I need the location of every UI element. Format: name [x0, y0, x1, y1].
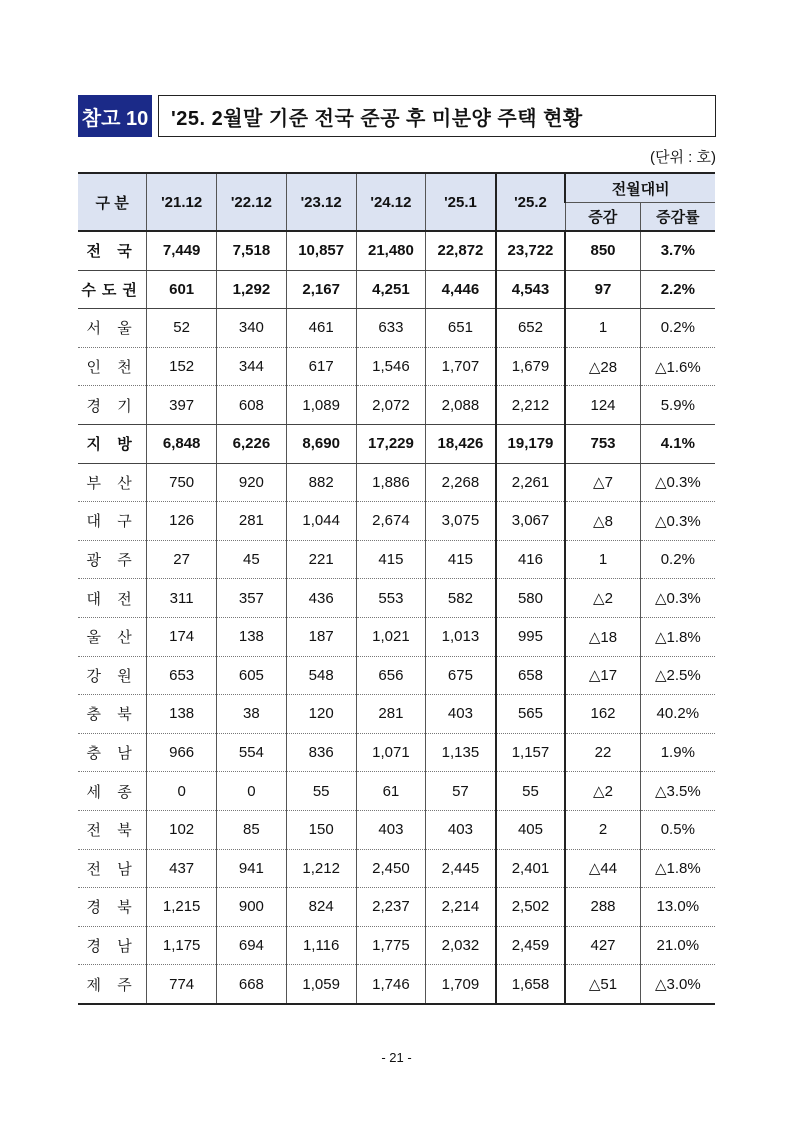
col-header-mom: 전월대비 [565, 173, 715, 203]
unsold-housing-table [78, 172, 715, 1005]
mom-change: △44 [565, 849, 640, 888]
period-value: 836 [286, 733, 356, 772]
table-row [78, 772, 715, 811]
period-value: 1,707 [426, 347, 496, 386]
mom-rate: 4.1% [640, 424, 715, 463]
period-value: 174 [147, 617, 217, 656]
period-value: 1,116 [286, 926, 356, 965]
period-value: 27 [147, 540, 217, 579]
period-value: 675 [426, 656, 496, 695]
mom-change: 162 [565, 695, 640, 734]
mom-rate: △1.6% [640, 347, 715, 386]
period-value: 1,658 [496, 965, 566, 1004]
mom-change: 97 [565, 270, 640, 309]
table-row [78, 231, 715, 270]
period-value: 580 [496, 579, 566, 618]
page-number: - 21 - [381, 1050, 412, 1065]
period-value: 548 [286, 656, 356, 695]
period-value: 900 [217, 888, 287, 927]
mom-rate: △0.3% [640, 502, 715, 541]
mom-change: △2 [565, 772, 640, 811]
period-value: 357 [217, 579, 287, 618]
period-value: 882 [286, 463, 356, 502]
period-value: 0 [147, 772, 217, 811]
period-value: 403 [426, 810, 496, 849]
period-value: 415 [356, 540, 426, 579]
mom-change: △7 [565, 463, 640, 502]
mom-rate: △3.0% [640, 965, 715, 1004]
period-value: 405 [496, 810, 566, 849]
table-row [78, 849, 715, 888]
period-value: 138 [217, 617, 287, 656]
region-name: 지 방 [78, 424, 147, 463]
mom-rate: △3.5% [640, 772, 715, 811]
col-header-period: '21.12 [147, 173, 217, 231]
section-header [78, 95, 716, 137]
period-value: 565 [496, 695, 566, 734]
mom-rate: 21.0% [640, 926, 715, 965]
mom-change: 1 [565, 309, 640, 348]
period-value: 4,251 [356, 270, 426, 309]
period-value: 4,446 [426, 270, 496, 309]
period-value: 1,059 [286, 965, 356, 1004]
period-value: 19,179 [496, 424, 566, 463]
reference-badge: 참고 10 [78, 95, 152, 137]
mom-change: △28 [565, 347, 640, 386]
period-value: 138 [147, 695, 217, 734]
col-header-period: '23.12 [286, 173, 356, 231]
period-value: 2,214 [426, 888, 496, 927]
mom-rate: △1.8% [640, 617, 715, 656]
period-value: 22,872 [426, 231, 496, 270]
period-value: 633 [356, 309, 426, 348]
mom-rate: 0.2% [640, 540, 715, 579]
period-value: 1,679 [496, 347, 566, 386]
period-value: 653 [147, 656, 217, 695]
period-value: 45 [217, 540, 287, 579]
mom-change: 124 [565, 386, 640, 425]
mom-change: 1 [565, 540, 640, 579]
period-value: 2,261 [496, 463, 566, 502]
mom-rate: 0.5% [640, 810, 715, 849]
period-value: 461 [286, 309, 356, 348]
period-value: 1,071 [356, 733, 426, 772]
mom-change: 427 [565, 926, 640, 965]
period-value: 2,072 [356, 386, 426, 425]
period-value: 397 [147, 386, 217, 425]
region-name: 세 종 [78, 772, 147, 811]
period-value: 1,157 [496, 733, 566, 772]
mom-change: 22 [565, 733, 640, 772]
table-row [78, 617, 715, 656]
region-name: 광 주 [78, 540, 147, 579]
region-name: 서 울 [78, 309, 147, 348]
region-name: 충 남 [78, 733, 147, 772]
period-value: 1,135 [426, 733, 496, 772]
period-value: 656 [356, 656, 426, 695]
period-value: 652 [496, 309, 566, 348]
mom-rate: 2.2% [640, 270, 715, 309]
col-header-period: '24.12 [356, 173, 426, 231]
region-name: 부 산 [78, 463, 147, 502]
period-value: 221 [286, 540, 356, 579]
table-row [78, 926, 715, 965]
period-value: 126 [147, 502, 217, 541]
period-value: 2,445 [426, 849, 496, 888]
region-name: 경 기 [78, 386, 147, 425]
unit-label: (단위 : 호) [650, 149, 716, 166]
col-header-period: '22.12 [217, 173, 287, 231]
period-value: 2,450 [356, 849, 426, 888]
region-name: 경 북 [78, 888, 147, 927]
col-header-rate: 증감률 [640, 203, 715, 232]
period-value: 3,067 [496, 502, 566, 541]
period-value: 1,021 [356, 617, 426, 656]
period-value: 436 [286, 579, 356, 618]
table-row [78, 347, 715, 386]
period-value: 1,546 [356, 347, 426, 386]
period-value: 152 [147, 347, 217, 386]
page-title: '25. 2월말 기준 전국 준공 후 미분양 주택 현황 [158, 95, 716, 137]
period-value: 1,775 [356, 926, 426, 965]
table-row [78, 810, 715, 849]
mom-change: 850 [565, 231, 640, 270]
period-value: 1,215 [147, 888, 217, 927]
period-value: 774 [147, 965, 217, 1004]
mom-rate: 0.2% [640, 309, 715, 348]
period-value: 7,518 [217, 231, 287, 270]
period-value: 150 [286, 810, 356, 849]
period-value: 17,229 [356, 424, 426, 463]
period-value: 694 [217, 926, 287, 965]
table-row [78, 424, 715, 463]
region-name: 전 국 [78, 231, 147, 270]
period-value: 1,709 [426, 965, 496, 1004]
period-value: 2,032 [426, 926, 496, 965]
period-value: 311 [147, 579, 217, 618]
table-row [78, 502, 715, 541]
col-header-period: '25.1 [426, 173, 496, 231]
period-value: 617 [286, 347, 356, 386]
region-name: 충 북 [78, 695, 147, 734]
period-value: 668 [217, 965, 287, 1004]
period-value: 658 [496, 656, 566, 695]
period-value: 995 [496, 617, 566, 656]
period-value: 2,088 [426, 386, 496, 425]
period-value: 7,449 [147, 231, 217, 270]
table-row [78, 656, 715, 695]
period-value: 6,848 [147, 424, 217, 463]
period-value: 403 [356, 810, 426, 849]
mom-rate: △0.3% [640, 579, 715, 618]
mom-rate: 13.0% [640, 888, 715, 927]
period-value: 437 [147, 849, 217, 888]
period-value: 102 [147, 810, 217, 849]
table-row [78, 695, 715, 734]
region-name: 대 전 [78, 579, 147, 618]
col-header-change: 증감 [565, 203, 640, 232]
region-name: 수도권 [78, 270, 147, 309]
mom-change: △51 [565, 965, 640, 1004]
period-value: 4,543 [496, 270, 566, 309]
period-value: 10,857 [286, 231, 356, 270]
region-name: 경 남 [78, 926, 147, 965]
mom-rate: 3.7% [640, 231, 715, 270]
mom-change: 753 [565, 424, 640, 463]
period-value: 651 [426, 309, 496, 348]
period-value: 824 [286, 888, 356, 927]
period-value: 187 [286, 617, 356, 656]
period-value: 18,426 [426, 424, 496, 463]
period-value: 1,746 [356, 965, 426, 1004]
table-row [78, 309, 715, 348]
period-value: 2,268 [426, 463, 496, 502]
mom-change: △18 [565, 617, 640, 656]
period-value: 750 [147, 463, 217, 502]
period-value: 1,013 [426, 617, 496, 656]
table-row [78, 540, 715, 579]
period-value: 21,480 [356, 231, 426, 270]
period-value: 1,089 [286, 386, 356, 425]
period-value: 0 [217, 772, 287, 811]
period-value: 2,459 [496, 926, 566, 965]
period-value: 120 [286, 695, 356, 734]
table-row [78, 270, 715, 309]
period-value: 340 [217, 309, 287, 348]
table-body [78, 231, 715, 1004]
mom-rate: 40.2% [640, 695, 715, 734]
region-name: 인 천 [78, 347, 147, 386]
region-name: 제 주 [78, 965, 147, 1004]
period-value: 23,722 [496, 231, 566, 270]
period-value: 2,237 [356, 888, 426, 927]
col-header-period: '25.2 [496, 173, 566, 231]
period-value: 1,044 [286, 502, 356, 541]
period-value: 608 [217, 386, 287, 425]
period-value: 57 [426, 772, 496, 811]
mom-rate: △1.8% [640, 849, 715, 888]
period-value: 1,292 [217, 270, 287, 309]
mom-change: △2 [565, 579, 640, 618]
period-value: 61 [356, 772, 426, 811]
region-name: 전 북 [78, 810, 147, 849]
table-row [78, 965, 715, 1004]
region-name: 강 원 [78, 656, 147, 695]
mom-change: 2 [565, 810, 640, 849]
period-value: 416 [496, 540, 566, 579]
period-value: 281 [356, 695, 426, 734]
table-row [78, 386, 715, 425]
period-value: 582 [426, 579, 496, 618]
period-value: 38 [217, 695, 287, 734]
period-value: 3,075 [426, 502, 496, 541]
mom-rate: △0.3% [640, 463, 715, 502]
period-value: 553 [356, 579, 426, 618]
period-value: 2,401 [496, 849, 566, 888]
period-value: 2,167 [286, 270, 356, 309]
region-name: 전 남 [78, 849, 147, 888]
period-value: 55 [286, 772, 356, 811]
table-row [78, 579, 715, 618]
table-row [78, 888, 715, 927]
mom-rate: 5.9% [640, 386, 715, 425]
period-value: 941 [217, 849, 287, 888]
mom-rate: △2.5% [640, 656, 715, 695]
period-value: 6,226 [217, 424, 287, 463]
period-value: 1,175 [147, 926, 217, 965]
mom-rate: 1.9% [640, 733, 715, 772]
table-row [78, 733, 715, 772]
table-row [78, 463, 715, 502]
period-value: 85 [217, 810, 287, 849]
period-value: 2,212 [496, 386, 566, 425]
period-value: 8,690 [286, 424, 356, 463]
period-value: 920 [217, 463, 287, 502]
period-value: 2,502 [496, 888, 566, 927]
period-value: 52 [147, 309, 217, 348]
period-value: 403 [426, 695, 496, 734]
period-value: 966 [147, 733, 217, 772]
period-value: 1,886 [356, 463, 426, 502]
period-value: 554 [217, 733, 287, 772]
period-value: 605 [217, 656, 287, 695]
col-header-category: 구 분 [78, 173, 147, 231]
mom-change: 288 [565, 888, 640, 927]
period-value: 1,212 [286, 849, 356, 888]
period-value: 281 [217, 502, 287, 541]
region-name: 울 산 [78, 617, 147, 656]
region-name: 대 구 [78, 502, 147, 541]
period-value: 601 [147, 270, 217, 309]
period-value: 415 [426, 540, 496, 579]
mom-change: △8 [565, 502, 640, 541]
mom-change: △17 [565, 656, 640, 695]
period-value: 55 [496, 772, 566, 811]
period-value: 344 [217, 347, 287, 386]
period-value: 2,674 [356, 502, 426, 541]
